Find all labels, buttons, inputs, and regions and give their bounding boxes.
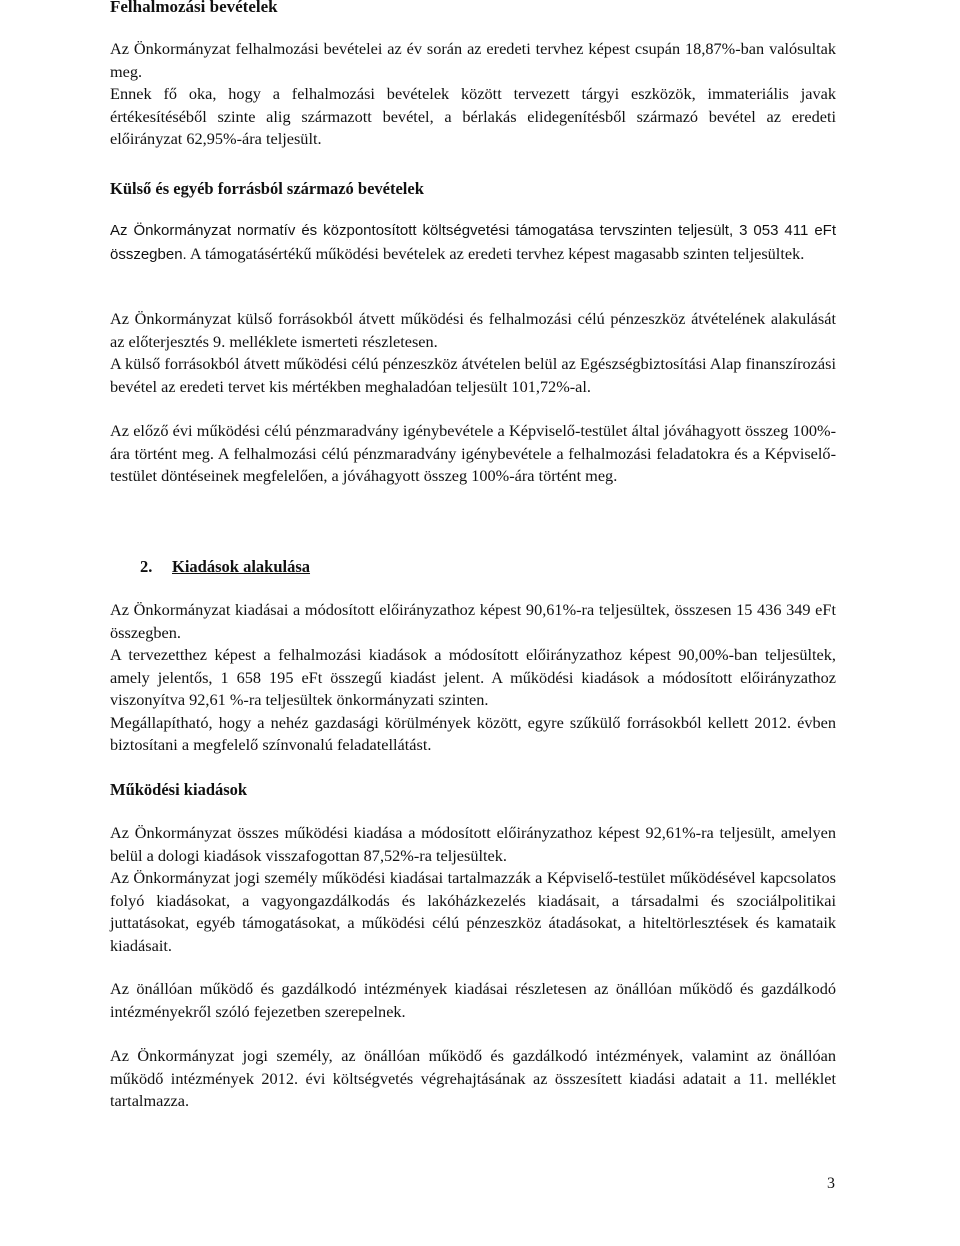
paragraph: Az Önkormányzat jogi személy működési kiadásai tartalmazzák a Képviselő-testület működésével kapcsolatos folyó kiadásokat, a vagyongazdálkodás és lakóházkezelés kiadásait, a társadalmi és szociálpolitikai juttatásokat, egyéb támogatásokat, a működési célú pénzeszköz átadásokat, a hiteltörlesztések és kamataik kiadásait.	[110, 868, 836, 955]
paragraph: Megállapítható, hogy a nehéz gazdasági körülmények között, egyre szűkülő forrásokból kellett 2012. évben biztosítani a megfelelő színvonalú feladatellátást.	[110, 712, 836, 754]
section-number: 2.	[140, 557, 153, 576]
paragraph-block-1	[110, 38, 836, 151]
paragraph-sentence: A támogatásértékű működési bevételek az eredeti tervhez képest magasabb szinten teljesültek.	[189, 243, 805, 263]
paragraph: Az Önkormányzat felhalmozási bevételei az év során az eredeti tervhez képest csupán 18,87%-ban valósultak meg.	[110, 39, 836, 81]
paragraph-block-5	[110, 599, 836, 757]
paragraph: Az önállóan működő és gazdálkodó intézmények kiadásai részletesen az önállóan működő és gazdálkodó intézményekről szóló fejezetben szerepelnek.	[110, 979, 836, 1021]
paragraph: Az Önkormányzat külső forrásokból átvett működési és felhalmozási célú pénzeszköz átvételének alakulását az előterjesztés 9. melléklete ismerteti részletesen.	[110, 309, 836, 351]
paragraph-sentence: Az Önkormányzat normatív és központosított költségvetési támogatása tervszinten teljesült, 3 053 411 eFt összegben.	[110, 222, 836, 263]
paragraph: A külső forrásokból átvett működési célú pénzeszköz átvételen belül az Egészségbiztosítási Alap finanszírozási bevétel az eredeti tervet kis mértékben meghaladóan teljesült 101,72%-al.	[110, 354, 836, 396]
page-number: 3	[827, 1175, 835, 1192]
paragraph-block-6	[110, 822, 836, 957]
paragraph: Az Önkormányzat jogi személy, az önállóan működő és gazdálkodó intézmények, valamint az önállóan működő intézmények 2012. évi költségvetés végrehajtásának az összesített kiadási adatait a 11. melléklet tartalmazza.	[110, 1046, 836, 1110]
heading-mukodesi-kiadasok: Működési kiadások	[110, 780, 248, 799]
section-title-text: Kiadások alakulása	[172, 557, 311, 576]
paragraph-block-3	[110, 308, 836, 398]
paragraph: Az Önkormányzat kiadásai a módosított előirányzathoz képest 90,61%-ra teljesültek, összesen 15 436 349 eFt összegben.	[110, 600, 836, 642]
paragraph-block-7	[110, 978, 836, 1023]
paragraph-block-4	[110, 420, 836, 488]
paragraph-block-2	[110, 219, 836, 266]
paragraph: A tervezetthez képest a felhalmozási kiadások a módosított előirányzathoz képest 90,00%-ban teljesültek, amely jelentős, 1 658 195 eFt összegű kiadást jelent. A működési kiadások a módosított előirányzathoz viszonyítva 92,61 %-ra teljesültek önkormányzati szinten.	[110, 645, 836, 709]
section-title-kiadasok	[140, 556, 310, 578]
heading-kulso-forrasok: Külső és egyéb forrásból származó bevételek	[110, 179, 424, 198]
paragraph-block-8	[110, 1045, 836, 1113]
heading-felhalmozasi-bevetelek: Felhalmozási bevételek	[110, 0, 278, 16]
paragraph	[110, 219, 836, 266]
paragraph: Ennek fő oka, hogy a felhalmozási bevételek között tervezett tárgyi eszközök, immateriális javak értékesítéséből szinte alig származott bevétel, a bérlakás elidegenítésből származó bevétel az eredeti előirányzat 62,95%-ára teljesült.	[110, 84, 836, 148]
paragraph: Az Önkormányzat összes működési kiadása a módosított előirányzathoz képest 92,61%-ra teljesült, amelyen belül a dologi kiadások visszafogottan 87,52%-ra teljesültek.	[110, 823, 836, 865]
paragraph: Az előző évi működési célú pénzmaradvány igénybevétele a Képviselő-testület által jóváhagyott összeg 100%-ára történt meg. A felhalmozási célú pénzmaradvány igénybevétele a felhalmozási feladatokra és a Képviselő-testület döntéseinek megfelelően, a jóváhagyott összeg 100%-ára történt meg.	[110, 421, 836, 485]
